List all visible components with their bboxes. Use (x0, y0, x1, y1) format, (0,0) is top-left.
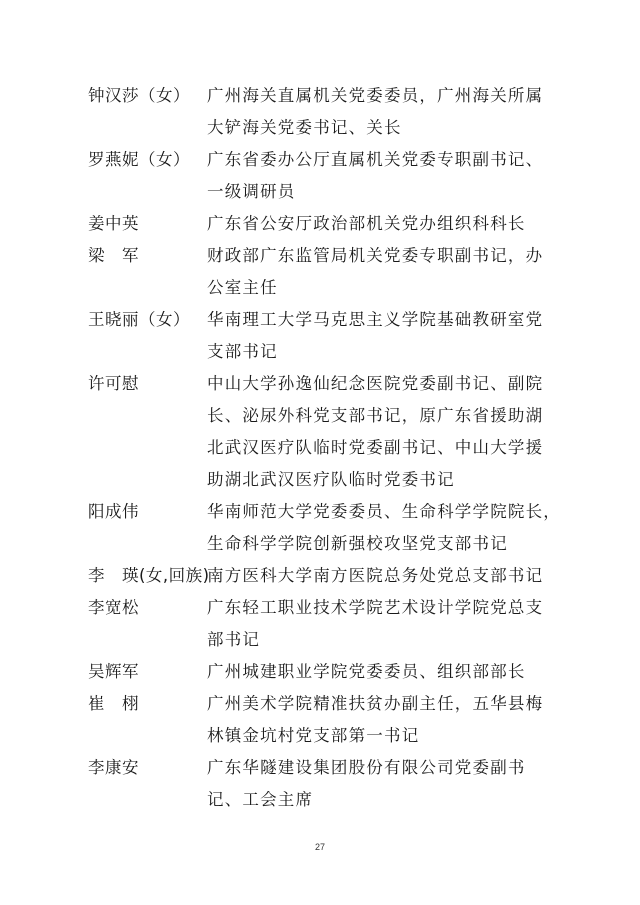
member-name: 钟汉莎（女） (88, 86, 190, 105)
member-position (207, 752, 567, 816)
list-item (0, 496, 640, 560)
member-name: 李宽松 (88, 598, 139, 617)
list-item (0, 656, 640, 688)
member-name: 姜中英 (88, 214, 139, 233)
list-item (0, 688, 640, 752)
position-line: 华南师范大学党委委员、生命科学学院院长， (207, 502, 561, 521)
position-line: 长、泌尿外科党支部书记，原广东省援助湖 (207, 406, 544, 425)
position-line: 林镇金坑村党支部第一书记 (207, 726, 420, 745)
list-item (0, 752, 640, 816)
member-position (207, 240, 567, 304)
list-item (0, 144, 640, 208)
position-line: 部书记 (207, 630, 261, 649)
member-position (207, 688, 567, 752)
position-line: 北武汉医疗队临时党委副书记、中山大学援 (207, 438, 544, 457)
position-line: 一级调研员 (207, 182, 296, 201)
position-line: 公室主任 (207, 278, 278, 297)
member-position (207, 208, 567, 240)
position-line: 广东华隧建设集团股份有限公司党委副书 (207, 758, 526, 777)
list-item (0, 80, 640, 144)
position-line: 广东省委办公厅直属机关党委专职副书记、 (207, 150, 544, 169)
position-line: 广州美术学院精准扶贫办副主任，五华县梅 (207, 694, 544, 713)
member-name: 李 瑛(女,回族) (88, 566, 210, 585)
member-position (207, 560, 567, 592)
member-position (207, 368, 567, 496)
member-name: 罗燕妮（女） (88, 150, 190, 169)
position-line: 记、工会主席 (207, 790, 314, 809)
list-item (0, 208, 640, 240)
member-name: 阳成伟 (88, 502, 139, 521)
member-position (207, 144, 567, 208)
member-name: 王晓丽（女） (88, 310, 190, 329)
list-item (0, 304, 640, 368)
member-name: 李康安 (88, 758, 139, 777)
member-position (207, 304, 567, 368)
position-line: 广东省公安厅政治部机关党办组织科科长 (207, 214, 526, 233)
position-line: 广州城建职业学院党委委员、组织部部长 (207, 662, 526, 681)
position-line: 广东轻工职业技术学院艺术设计学院党总支 (207, 598, 544, 617)
position-line: 支部书记 (207, 342, 278, 361)
position-line: 南方医科大学南方医院总务处党总支部书记 (207, 566, 544, 585)
member-name: 许可慰 (88, 374, 139, 393)
member-name: 吴辉军 (88, 662, 139, 681)
member-position (207, 80, 567, 144)
member-position (207, 496, 567, 560)
position-line: 大铲海关党委书记、关长 (207, 118, 402, 137)
list-item (0, 368, 640, 496)
member-list (0, 80, 640, 816)
list-item (0, 592, 640, 656)
page-number: 27 (314, 842, 325, 852)
member-name: 梁 军 (88, 246, 139, 265)
position-line: 中山大学孙逸仙纪念医院党委副书记、副院 (207, 374, 544, 393)
position-line: 广州海关直属机关党委委员，广州海关所属 (207, 86, 544, 105)
list-item (0, 240, 640, 304)
member-position (207, 656, 567, 688)
position-line: 助湖北武汉医疗队临时党委书记 (207, 470, 455, 489)
position-line: 华南理工大学马克思主义学院基础教研室党 (207, 310, 544, 329)
member-position (207, 592, 567, 656)
position-line: 财政部广东监管局机关党委专职副书记，办 (207, 246, 544, 265)
position-line: 生命科学学院创新强校攻坚党支部书记 (207, 534, 508, 553)
list-item (0, 560, 640, 592)
member-name: 崔 栩 (88, 694, 139, 713)
